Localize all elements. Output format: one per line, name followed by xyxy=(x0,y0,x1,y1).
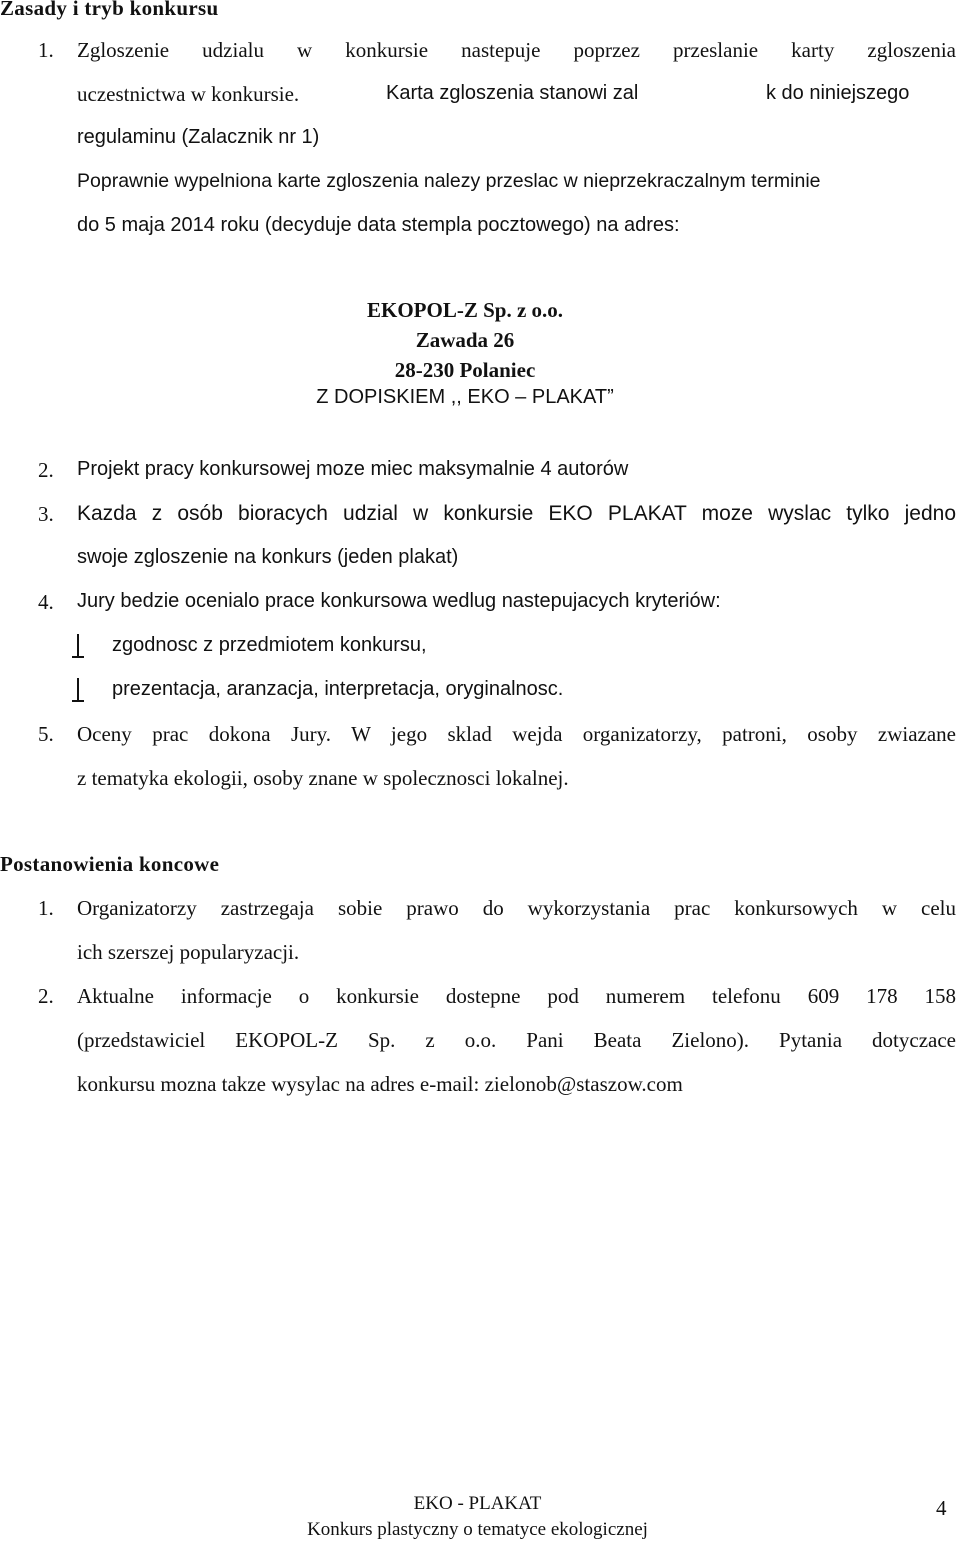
paragraph-line: (przedstawiciel EKOPOL-Z Sp. z o.o. Pani Beata Zielono). Pytania dotyczace xyxy=(77,1028,956,1052)
paragraph-line: Poprawnie wypelniona karte zgloszenia nalezy przeslac w nieprzekraczalnym terminie xyxy=(77,170,821,192)
page-number: 4 xyxy=(936,1496,947,1520)
section-heading-final: Postanowienia koncowe xyxy=(0,852,220,876)
paragraph-line: k do niniejszego xyxy=(766,82,910,104)
paragraph-line: Kazda z osób bioracych udzial w konkursie EKO PLAKAT moze wyslac tylko jedno xyxy=(77,502,956,525)
paragraph-line: Projekt pracy konkursowej moze miec maksymalnie 4 autorów xyxy=(77,458,629,480)
dash-bullet-icon xyxy=(72,678,86,702)
item-number: 1. xyxy=(38,896,54,920)
item-number: 2. xyxy=(38,984,54,1008)
paragraph-line: konkursu mozna takze wysylac na adres e-mail: zielonob@staszow.com xyxy=(77,1072,683,1096)
paragraph-line: ich szerszej popularyzacji. xyxy=(77,940,300,964)
paragraph-line: Aktualne informacje o konkursie dostepne pod numerem telefonu 609 178 158 xyxy=(77,984,956,1008)
item-number: 5. xyxy=(38,722,54,746)
footer-title: EKO - PLAKAT xyxy=(413,1493,542,1514)
item-number: 3. xyxy=(38,502,54,526)
dash-bullet-icon xyxy=(72,634,86,658)
address-city: 28-230 Polaniec xyxy=(394,358,536,382)
footer-subtitle: Konkurs plastyczny o tematyce ekologicznej xyxy=(307,1519,648,1540)
paragraph-line: Jury bedzie ocenialo prace konkursowa wedlug nastepujacych kryteriów: xyxy=(77,590,721,612)
paragraph-line: z tematyka ekologii, osoby znane w spolecznosci lokalnej. xyxy=(77,766,569,790)
address-note: Z DOPISKIEM ,, EKO – PLAKAT” xyxy=(316,386,614,408)
paragraph-line: uczestnictwa w konkursie. xyxy=(77,82,300,106)
paragraph-line: Organizatorzy zastrzegaja sobie prawo do wykorzystania prac konkursowych w celu xyxy=(77,896,956,920)
item-number: 1. xyxy=(38,38,54,62)
address-company: EKOPOL-Z Sp. z o.o. xyxy=(366,298,564,322)
paragraph-line: Oceny prac dokona Jury. W jego sklad wejda organizatorzy, patroni, osoby zwiazane xyxy=(77,722,956,746)
paragraph-line: Zgloszenie udzialu w konkursie nastepuje poprzez przeslanie karty zgloszenia xyxy=(77,38,956,62)
item-number: 2. xyxy=(38,458,54,482)
item-number: 4. xyxy=(38,590,54,614)
address-street: Zawada 26 xyxy=(415,328,515,352)
section-heading-rules: Zasady i tryb konkursu xyxy=(0,0,219,20)
list-item: prezentacja, aranzacja, interpretacja, oryginalnosc. xyxy=(112,678,564,700)
list-item: zgodnosc z przedmiotem konkursu, xyxy=(112,634,427,656)
paragraph-line: regulaminu (Zalacznik nr 1) xyxy=(77,126,320,148)
paragraph-line: Karta zgloszenia stanowi zal xyxy=(386,82,639,104)
paragraph-line: do 5 maja 2014 roku (decyduje data stempla pocztowego) na adres: xyxy=(77,214,680,236)
paragraph-line: swoje zgloszenie na konkurs (jeden plakat) xyxy=(77,546,459,568)
